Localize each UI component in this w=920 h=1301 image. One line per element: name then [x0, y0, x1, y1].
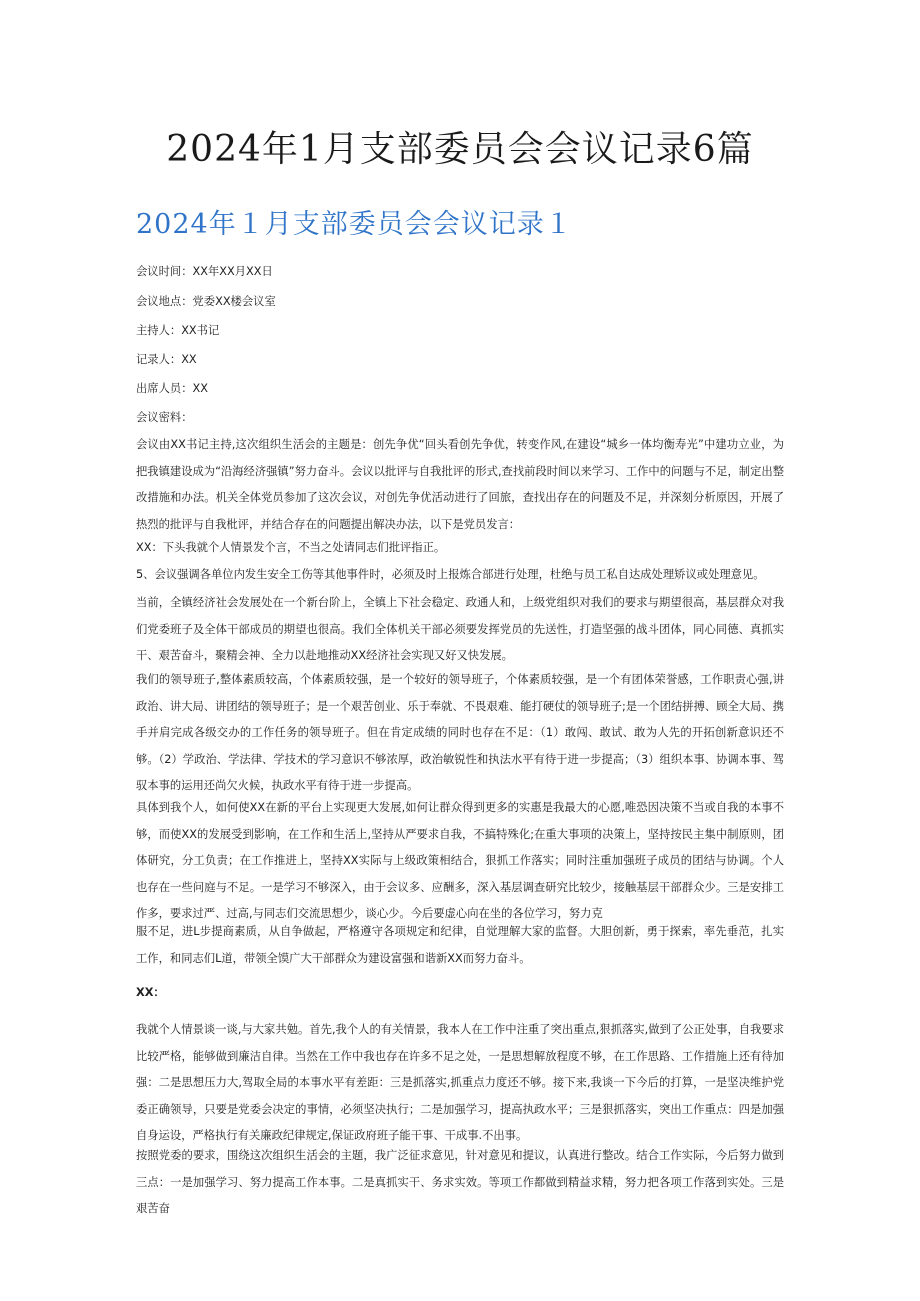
meeting-place: 会议地点：党委XX楼会议室 [136, 295, 276, 308]
paragraph: 服不足，进L步提商素质，从自争做起，严格遵守各项规定和纪律，自觉理解大家的监督。大胆创新，勇于探索，率先垂范，扎实工作，和同志们L道，带领全馍广大干部群众为建设富强和谐新XX而努力奋斗。 [136, 925, 784, 965]
meeting-attendees: 出席人员：XX [136, 382, 208, 395]
paragraph: 会议由XX书记主持,这次组织生活会的主题是：创先争优“回头看创先争优，转变作风,在建设“城乡一体均衡寿光”中建功立业，为把我镇建设成为“沿海经济强镇”努力奋斗。会议以批评与自我批评的形式,查找前段时间以来学习、工作中的问题与不足，制定出整改措施和办法。机关全体党员参加了这次会议，对创先争优活动进行了回旅，查找出存在的问题及不足，并深刻分析原因，开展了热烈的批评与自我枇评，并结合存在的问题提出解决办法，以下是党员发言： [136, 438, 784, 531]
speaker-label: XX： [136, 986, 165, 999]
document-title: 2024年1月支部委员会会议记录6篇 [166, 129, 754, 170]
meeting-recorder: 记录人：XX [136, 353, 197, 366]
paragraph: 我们的领导班子,整体素质较高，个体素质较强，是一个较好的领导班子，个体素质较强，是一个有团体荣誉感，工作职责心强,讲政治、讲大局、讲团结的领导班子；是一个艰苦创业、乐于奉就、不畏艰难、能打硬仗的领导班子;是一个团结拼搏、顾全大局、携手并肩完成各级交办的工作任务的领导班子。但在肯定成绩的同时也存在不足：（1）敢闯、敢试、敢为人先的开拓创新意识还不够。（2）学政治、学法律、学技术的学习意识不够浓厚，政治敏锐性和执法水平有待于进一步提高；（3）组织本事、协调本事、驾驭本事的运用还尚欠火候，执政水平有待于进一步提高。 [136, 673, 784, 792]
section-title: 2024年１月支部委员会会议记录１ [136, 209, 573, 240]
meeting-time: 会议时间：XX年XX月XX日 [136, 265, 273, 278]
paragraph: 5、会议强调各单位内发生安全工伤等其他事件时，必须及时上报炼合部进行处理，杜绝与员工私自达成处理矫议或处理意见。 [136, 568, 765, 581]
paragraph: 我就个人情景谈一谈,与大家共勉。首先,我个人的有关情景，我本人在工作中注重了突出重点,狠抓落实,做到了公正处事，自我要求比较严格，能够做到廉洁自律。当然在工作中我也存在许多不足之处，一是思想解放程度不够，在工作思路、工作措施上还有待加强：二是思想压力大,驾取全局的本事水平有差距：三是抓落实,抓重点力度还不够。接下来,我谈一下今后的打算，一是坚决维护党委正确领导，只要是党委会决定的事情，必须坚决执行；二是加强学习，提高执政水平；三是狠抓落实，突出工作重点：四是加强自身运设，严格执行有关廉政纪律规定,保证政府班子能干事、干成事.不出事。 [136, 1023, 784, 1142]
paragraph: 具体到我个人，如何使XX在新的平台上实现更大发展,如何让群众得到更多的实惠是我最大的心愿,唯恐因决策不当或自我的本事不够，而使XX的发展受到影响，在工作和生活上,坚持从严要求自我，不搞特殊化;在重大事项的决策上，坚持按民主集中制原则，团体研究，分工负责；在工作推进上，坚持XX实际与上级政策相结合，狠抓工作落实；同时注重加强班子成员的团结与协调。个人也存在一些问庭与不足。一是学习不够深入，由于会议多、应酬多，深入基层调查研究比较少，接触基层干部群众少。三是安排工作多，要求过严、过高,与同志们交流思想少，谈心少。今后要虚心向在坐的各位学习，努力克 [136, 801, 784, 920]
meeting-host: 主持人：XX书记 [136, 324, 220, 337]
paragraph: 当前，全镇经济社会发展处在一个新台阶上，全镇上下社会稳定、政通人和，上级党组织对我们的要求与期望很高，基层群众对我们党委班子及全体干部成员的期望也很高。我们全体机关干部必须要发挥党员的先送性，打造坚强的战斗团体，同心同德、真抓实干、艰苦奋斗，聚精会神、全力以赴地推动XX经济社会实现又好又快发展。 [136, 596, 784, 662]
paragraph: XX：下头我就个人情景发个言，不当之处请同志们批评指正。 [136, 541, 446, 554]
meeting-secret: 会议密料： [136, 411, 193, 424]
paragraph: 按照党委的要求，围绕这次组织生活会的主题，我广泛征求意见，针对意见和提议，认真进行整改。结合工作实际，今后努力做到三点：一是加强学习、努力提高工作本事。二是真抓实干、务求实效。等项工作都做到精益求精，努力把各项工作落到实处。三是艰苦奋 [136, 1149, 784, 1215]
